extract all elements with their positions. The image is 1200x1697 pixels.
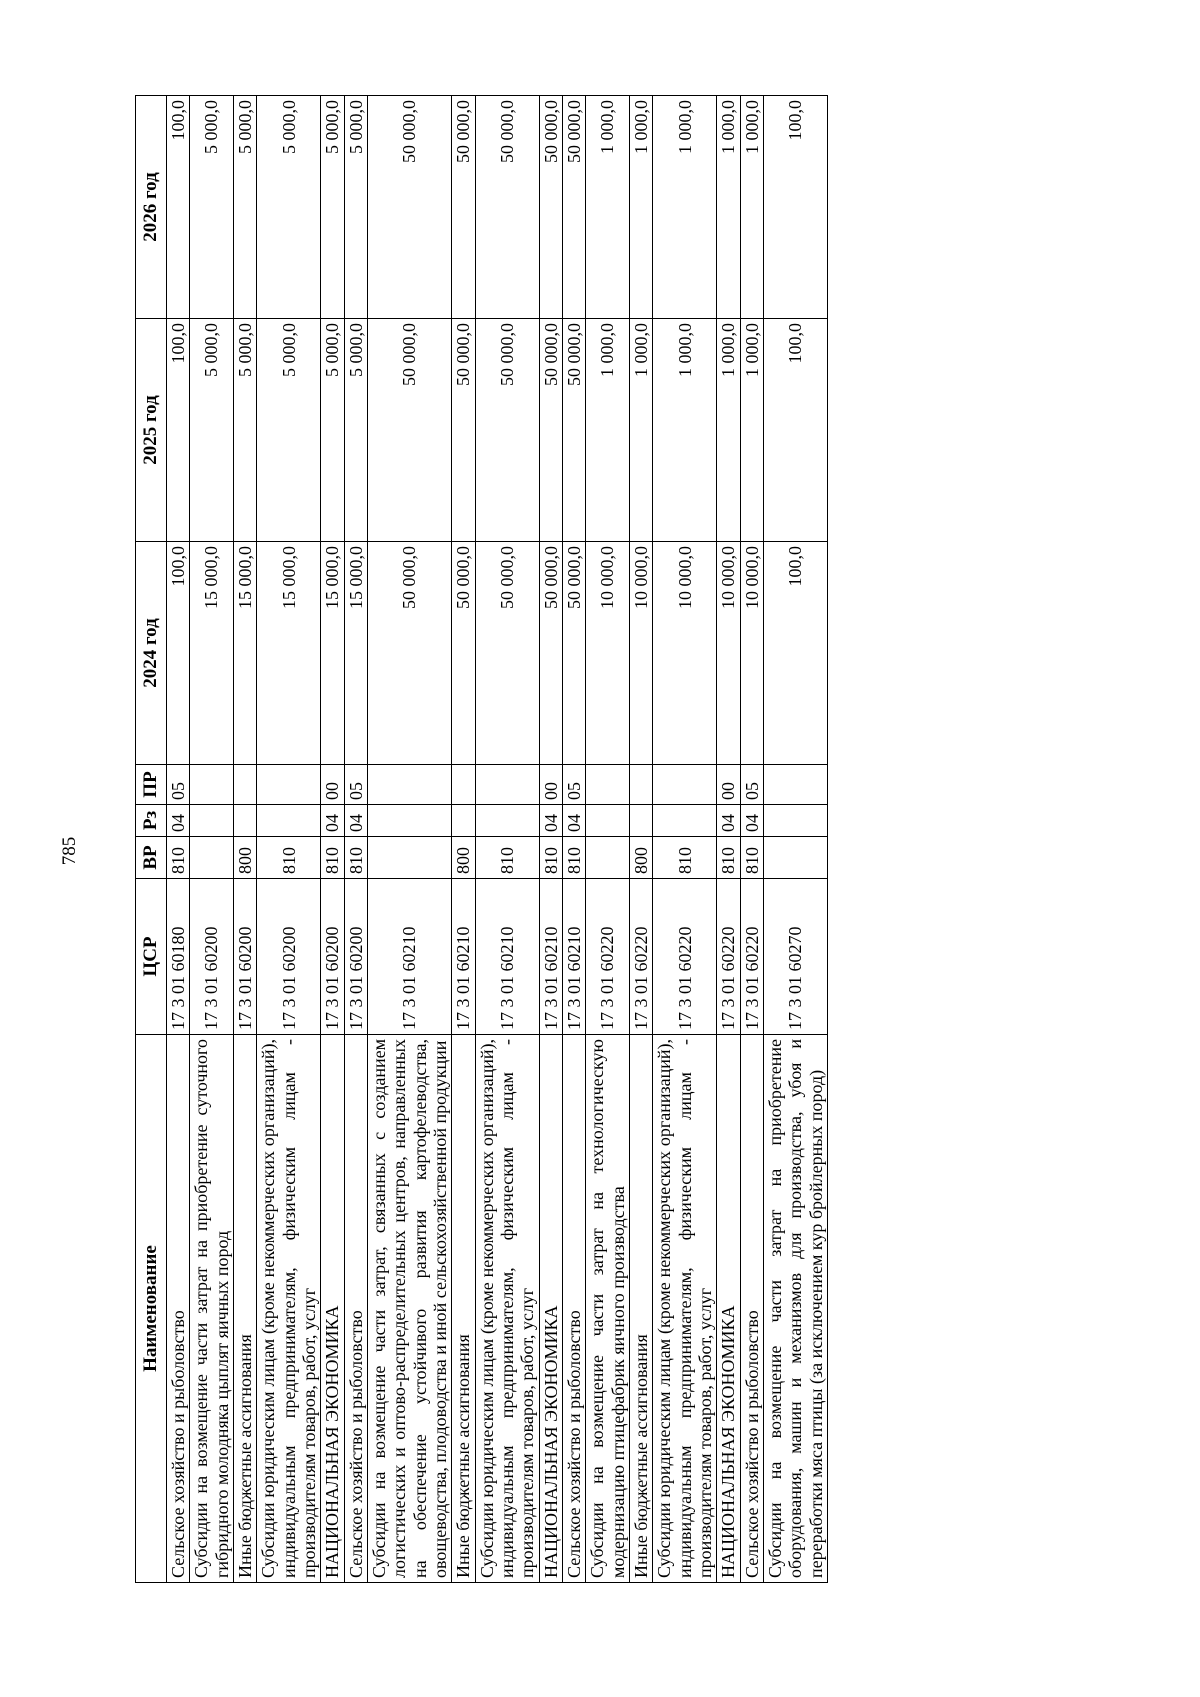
cell-2024: 50 000,0	[475, 542, 539, 765]
cell-2024: 15 000,0	[257, 542, 321, 765]
table-row	[367, 96, 451, 1583]
table-row	[257, 96, 321, 1583]
cell-csr: 17 3 01 60220	[717, 879, 740, 1035]
cell-name: Иные бюджетные ассигнования	[233, 1035, 256, 1583]
cell-rz	[452, 805, 475, 837]
table-row	[167, 96, 190, 1583]
cell-2025: 1 000,0	[717, 319, 740, 542]
cell-2026: 1 000,0	[740, 96, 763, 319]
cell-rz	[367, 805, 451, 837]
cell-2024: 100,0	[167, 542, 190, 765]
cell-name: НАЦИОНАЛЬНАЯ ЭКОНОМИКА	[717, 1035, 740, 1583]
table-header-row	[136, 96, 167, 1583]
cell-name: Субсидии на возмещение части затрат на приобретение суточного гибридного молодняка цыплят яичных пород	[190, 1035, 234, 1583]
cell-2024: 10 000,0	[653, 542, 717, 765]
cell-name: Субсидии юридическим лицам (кроме некоммерческих организаций), индивидуальным предпринимателям, физическим лицам - производителям товаров, работ, услуг	[653, 1035, 717, 1583]
cell-2026: 50 000,0	[562, 96, 585, 319]
cell-2024: 15 000,0	[344, 542, 367, 765]
cell-csr: 17 3 01 60200	[321, 879, 344, 1035]
table-row	[190, 96, 234, 1583]
cell-2024: 100,0	[763, 542, 827, 765]
cell-2026: 50 000,0	[475, 96, 539, 319]
cell-rz	[763, 805, 827, 837]
cell-pr: 00	[717, 765, 740, 805]
cell-2024: 10 000,0	[586, 542, 630, 765]
cell-pr	[233, 765, 256, 805]
cell-csr: 17 3 01 60200	[344, 879, 367, 1035]
cell-vr: 810	[653, 837, 717, 879]
cell-vr	[367, 837, 451, 879]
table-row	[629, 96, 652, 1583]
cell-rz	[233, 805, 256, 837]
cell-csr: 17 3 01 60210	[562, 879, 585, 1035]
header-csr: ЦСР	[136, 879, 167, 1035]
cell-2025: 1 000,0	[629, 319, 652, 542]
cell-2024: 50 000,0	[452, 542, 475, 765]
cell-vr: 810	[475, 837, 539, 879]
cell-rz: 04	[562, 805, 585, 837]
cell-rz	[586, 805, 630, 837]
cell-rz: 04	[740, 805, 763, 837]
cell-2026: 50 000,0	[452, 96, 475, 319]
cell-name: Сельское хозяйство и рыболовство	[562, 1035, 585, 1583]
cell-2026: 5 000,0	[190, 96, 234, 319]
cell-name: Сельское хозяйство и рыболовство	[344, 1035, 367, 1583]
cell-pr: 05	[740, 765, 763, 805]
cell-csr: 17 3 01 60220	[586, 879, 630, 1035]
cell-name: Субсидии на возмещение части затрат на технологическую модернизацию птицефабрик яичного производства	[586, 1035, 630, 1583]
header-pr: ПР	[136, 765, 167, 805]
cell-2026: 1 000,0	[653, 96, 717, 319]
cell-rz	[475, 805, 539, 837]
cell-csr: 17 3 01 60210	[475, 879, 539, 1035]
header-2025: 2025 год	[136, 319, 167, 542]
cell-pr: 00	[321, 765, 344, 805]
cell-csr: 17 3 01 60220	[653, 879, 717, 1035]
cell-2026: 100,0	[167, 96, 190, 319]
cell-name: Субсидии на возмещение части затрат на приобретение оборудования, машин и механизмов для производства, убоя и переработки мяса птицы (за исключением кур бройлерных пород)	[763, 1035, 827, 1583]
cell-pr	[367, 765, 451, 805]
cell-2026: 5 000,0	[344, 96, 367, 319]
header-2026: 2026 год	[136, 96, 167, 319]
cell-csr: 17 3 01 60200	[233, 879, 256, 1035]
cell-csr: 17 3 01 60270	[763, 879, 827, 1035]
cell-pr	[586, 765, 630, 805]
table-row	[562, 96, 585, 1583]
cell-vr: 800	[233, 837, 256, 879]
cell-2025: 5 000,0	[321, 319, 344, 542]
cell-pr	[452, 765, 475, 805]
cell-2026: 5 000,0	[233, 96, 256, 319]
cell-2026: 1 000,0	[717, 96, 740, 319]
cell-rz	[653, 805, 717, 837]
table-row	[344, 96, 367, 1583]
cell-rz: 04	[539, 805, 562, 837]
cell-2024: 50 000,0	[367, 542, 451, 765]
cell-2025: 50 000,0	[367, 319, 451, 542]
cell-name: Субсидии юридическим лицам (кроме некоммерческих организаций), индивидуальным предпринимателям, физическим лицам - производителям товаров, работ, услуг	[475, 1035, 539, 1583]
cell-vr	[763, 837, 827, 879]
cell-csr: 17 3 01 60210	[367, 879, 451, 1035]
cell-2025: 50 000,0	[539, 319, 562, 542]
cell-csr: 17 3 01 60200	[190, 879, 234, 1035]
cell-2026: 1 000,0	[629, 96, 652, 319]
cell-2025: 1 000,0	[740, 319, 763, 542]
cell-2025: 50 000,0	[562, 319, 585, 542]
cell-vr: 810	[344, 837, 367, 879]
table-row	[539, 96, 562, 1583]
table-row	[452, 96, 475, 1583]
cell-2025: 1 000,0	[586, 319, 630, 542]
cell-name: Иные бюджетные ассигнования	[629, 1035, 652, 1583]
cell-2026: 5 000,0	[321, 96, 344, 319]
cell-2024: 15 000,0	[233, 542, 256, 765]
cell-name: Иные бюджетные ассигнования	[452, 1035, 475, 1583]
cell-2024: 50 000,0	[562, 542, 585, 765]
cell-2026: 1 000,0	[586, 96, 630, 319]
cell-2026: 50 000,0	[367, 96, 451, 319]
table-row	[475, 96, 539, 1583]
cell-2026: 100,0	[763, 96, 827, 319]
cell-2024: 10 000,0	[740, 542, 763, 765]
cell-pr: 05	[562, 765, 585, 805]
cell-vr: 810	[167, 837, 190, 879]
cell-2025: 100,0	[167, 319, 190, 542]
cell-2026: 5 000,0	[257, 96, 321, 319]
cell-2024: 50 000,0	[539, 542, 562, 765]
cell-2024: 15 000,0	[321, 542, 344, 765]
cell-pr: 05	[167, 765, 190, 805]
table-row	[740, 96, 763, 1583]
cell-vr: 810	[717, 837, 740, 879]
header-2024: 2024 год	[136, 542, 167, 765]
cell-rz: 04	[344, 805, 367, 837]
cell-2025: 1 000,0	[653, 319, 717, 542]
cell-vr: 800	[452, 837, 475, 879]
cell-pr: 00	[539, 765, 562, 805]
cell-2025: 5 000,0	[233, 319, 256, 542]
table-row	[233, 96, 256, 1583]
cell-name: Сельское хозяйство и рыболовство	[167, 1035, 190, 1583]
cell-pr: 05	[344, 765, 367, 805]
cell-vr: 810	[321, 837, 344, 879]
cell-rz	[629, 805, 652, 837]
cell-2025: 5 000,0	[257, 319, 321, 542]
cell-rz: 04	[167, 805, 190, 837]
cell-name: НАЦИОНАЛЬНАЯ ЭКОНОМИКА	[539, 1035, 562, 1583]
cell-rz: 04	[321, 805, 344, 837]
cell-2024: 10 000,0	[629, 542, 652, 765]
table-row	[763, 96, 827, 1583]
cell-name: НАЦИОНАЛЬНАЯ ЭКОНОМИКА	[321, 1035, 344, 1583]
cell-pr	[653, 765, 717, 805]
cell-vr: 800	[629, 837, 652, 879]
table-row	[653, 96, 717, 1583]
header-name: Наименование	[136, 1035, 167, 1583]
cell-pr	[190, 765, 234, 805]
cell-csr: 17 3 01 60220	[629, 879, 652, 1035]
cell-2026: 50 000,0	[539, 96, 562, 319]
cell-rz	[190, 805, 234, 837]
cell-csr: 17 3 01 60180	[167, 879, 190, 1035]
cell-rz	[257, 805, 321, 837]
cell-2024: 15 000,0	[190, 542, 234, 765]
header-rz: Рз	[136, 805, 167, 837]
cell-pr	[257, 765, 321, 805]
cell-2025: 5 000,0	[190, 319, 234, 542]
cell-csr: 17 3 01 60220	[740, 879, 763, 1035]
table-body	[167, 96, 828, 1583]
cell-vr	[586, 837, 630, 879]
cell-csr: 17 3 01 60210	[452, 879, 475, 1035]
cell-vr: 810	[740, 837, 763, 879]
budget-table	[135, 95, 828, 1583]
cell-vr: 810	[257, 837, 321, 879]
table-row	[717, 96, 740, 1583]
cell-2024: 10 000,0	[717, 542, 740, 765]
cell-pr	[475, 765, 539, 805]
cell-2025: 50 000,0	[452, 319, 475, 542]
cell-name: Субсидии на возмещение части затрат, связанных с созданием логистических и оптово-распределительных центров, направленных на обеспечение устойчивого развития картофелеводства, овощеводства, плодоводства и иной сельскохозяйственной продукции	[367, 1035, 451, 1583]
cell-csr: 17 3 01 60200	[257, 879, 321, 1035]
cell-name: Субсидии юридическим лицам (кроме некоммерческих организаций), индивидуальным предпринимателям, физическим лицам - производителям товаров, работ, услуг	[257, 1035, 321, 1583]
cell-2025: 50 000,0	[475, 319, 539, 542]
table-row	[586, 96, 630, 1583]
table-row	[321, 96, 344, 1583]
cell-csr: 17 3 01 60210	[539, 879, 562, 1035]
cell-2025: 100,0	[763, 319, 827, 542]
cell-pr	[629, 765, 652, 805]
cell-vr: 810	[562, 837, 585, 879]
page-number: 785	[59, 836, 80, 866]
cell-2025: 5 000,0	[344, 319, 367, 542]
rotated-page-content	[135, 96, 1035, 1583]
header-vr: ВР	[136, 837, 167, 879]
cell-pr	[763, 765, 827, 805]
cell-vr: 810	[539, 837, 562, 879]
cell-rz: 04	[717, 805, 740, 837]
cell-vr	[190, 837, 234, 879]
cell-name: Сельское хозяйство и рыболовство	[740, 1035, 763, 1583]
